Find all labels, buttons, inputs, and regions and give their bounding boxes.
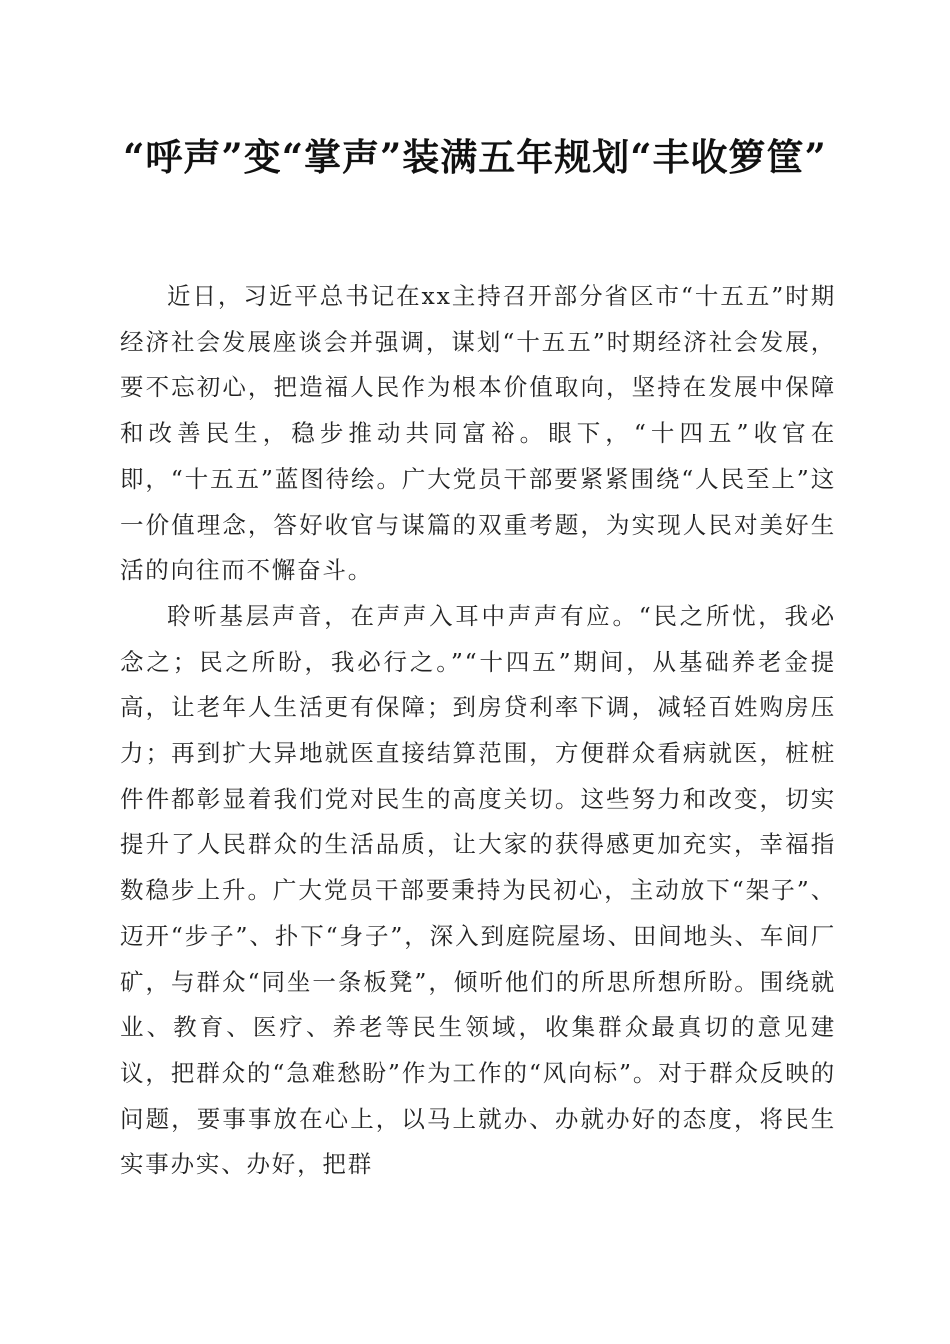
document-body bbox=[120, 274, 836, 1188]
document-title: “呼声”变“掌声”装满五年规划“丰收箩筐” bbox=[123, 135, 827, 179]
paragraph-listen-grassroots: 聆听基层声音，在声声入耳中声声有应。“民之所忧，我必念之；民之所盼，我必行之。”“十四五”期间，从基础养老金提高，让老年人生活更有保障；到房贷利率下调，减轻百姓购房压力；再到扩大异地就医直接结算范围，方便群众看病就医，桩桩件件都彰显着我们党对民生的高度关切。这些努力和改变，切实提升了人民群众的生活品质，让大家的获得感更加充实，幸福指数稳步上升。广大党员干部要秉持为民初心，主动放下“架子”、迈开“步子”、扑下“身子”，深入到庭院屋场、田间地头、车间厂矿，与群众“同坐一条板凳”，倾听他们的所思所想所盼。围绕就业、教育、医疗、养老等民生领域，收集群众最真切的意见建议，把群众的“急难愁盼”作为工作的“风向标”。对于群众反映的问题，要事事放在心上，以马上就办、办就办好的态度，将民生实事办实、办好，把群 bbox=[120, 601, 836, 1179]
paragraph-intro: 近日，习近平总书记在xx主持召开部分省区市“十五五”时期经济社会发展座谈会并强调，谋划“十五五”时期经济社会发展，要不忘初心，把造福人民作为根本价值取向，坚持在发展中保障和改善民生，稳步推动共同富裕。眼下，“十四五”收官在即，“十五五”蓝图待绘。广大党员干部要紧紧围绕“人民至上”这一价值理念，答好收官与谋篇的双重考题，为实现人民对美好生活的向往而不懈奋斗。 bbox=[120, 282, 836, 585]
